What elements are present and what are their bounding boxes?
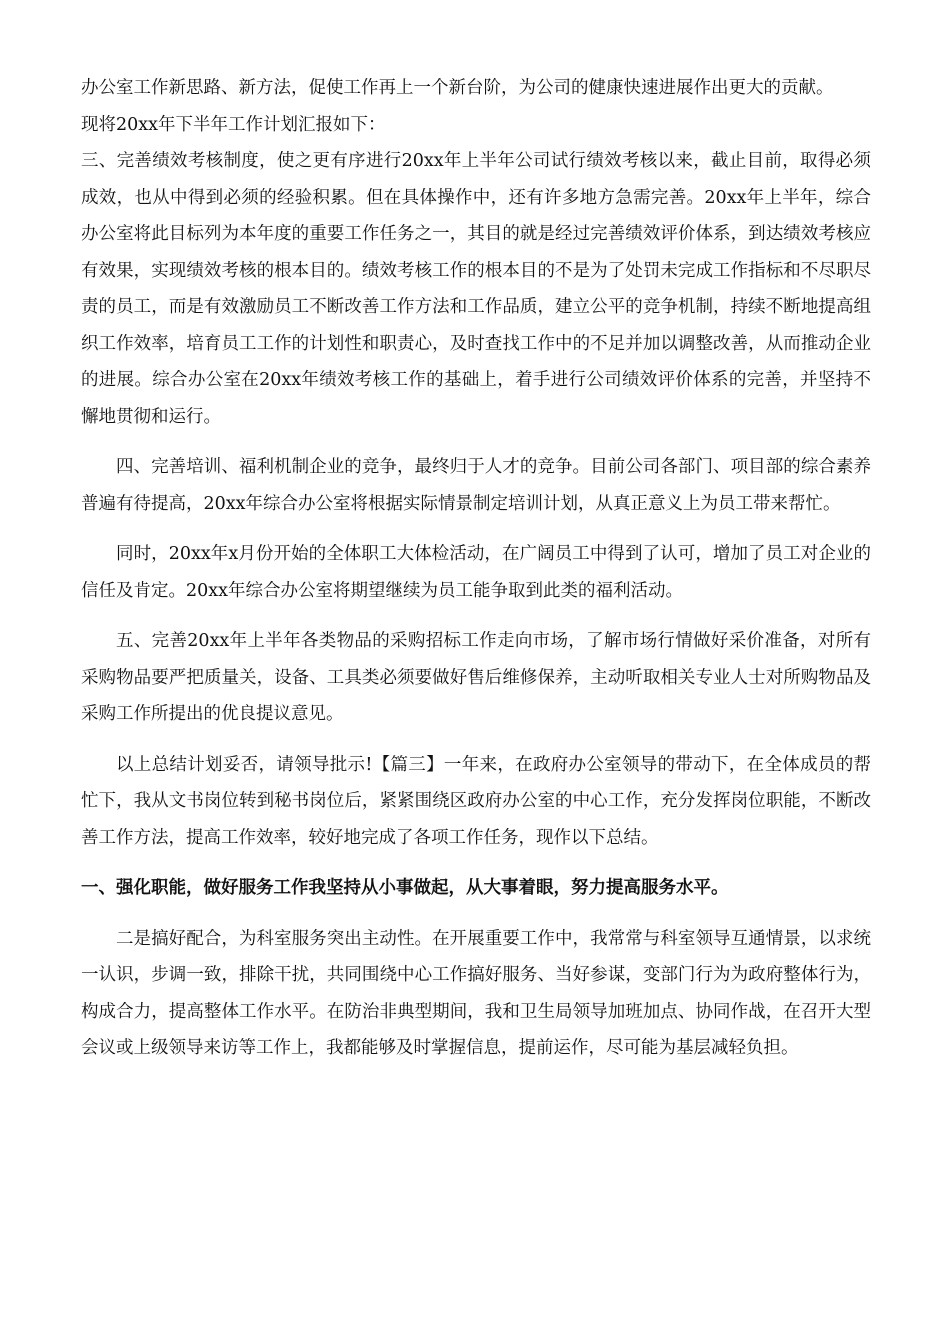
paragraph-section-3: 三、完善绩效考核制度，使之更有序进行20xx年上半年公司试行绩效考核以来，截止目前，取得必须成效，也从中得到必须的经验积累。但在具体操作中，还有许多地方急需完善。20xx年上半年，综合办公室将此目标列为本年度的重要工作任务之一，其目的就是经过完善绩效评价体系，到达绩效考核应有效果，实现绩效考核的根本目的。绩效考核工作的根本目的不是为了处罚未完成工作指标和不尽职尽责的员工，而是有效激励员工不断改善工作方法和工作品质，建立公平的竞争机制，持续不断地提高组织工作效率，培育员工工作的计划性和职责心，及时查找工作中的不足并加以调整改善，从而推动企业的进展。综合办公室在20xx年绩效考核工作的基础上，着手进行公司绩效评价体系的完善，并坚持不懈地贯彻和运行。 xyxy=(81,151,871,427)
paragraph-section-5: 五、完善20xx年上半年各类物品的采购招标工作走向市场，了解市场行情做好采价准备，对所有采购物品要严把质量关，设备、工具类必须要做好售后维修保养，主动听取相关专业人士对所购物品及采购工作所提出的优良提议意见。 xyxy=(81,631,871,724)
paragraph-health-check: 同时，20xx年x月份开始的全体职工大体检活动，在广阔员工中得到了认可，增加了员工对企业的信任及肯定。20xx年综合办公室将期望继续为员工能争取到此类的福利活动。 xyxy=(81,544,871,601)
paragraph-cooperation: 二是搞好配合，为科室服务突出主动性。在开展重要工作中，我常常与科室领导互通情景，以求统一认识，步调一致，排除干扰，共同围绕中心工作搞好服务、当好参谋，变部门行为为政府整体行为，构成合力，提高整体工作水平。在防治非典型期间，我和卫生局领导加班加点、协同作战，在召开大型会议或上级领导来访等工作上，我都能够及时掌握信息，提前运作，尽可能为基层减轻负担。 xyxy=(81,928,871,1058)
section-heading-1: 一、强化职能，做好服务工作我坚持从小事做起，从大事着眼，努力提高服务水平。 xyxy=(81,878,729,898)
paragraph-summary: 以上总结计划妥否，请领导批示!【篇三】一年来，在政府办公室领导的带动下，在全体成员的帮忙下，我从文书岗位转到秘书岗位后，紧紧围绕区政府办公室的中心工作，充分发挥岗位职能，不断改善工作方法，提高工作效率，较好地完成了各项工作任务，现作以下总结。 xyxy=(81,754,871,848)
paragraph-section-4: 四、完善培训、福利机制企业的竞争，最终归于人才的竞争。目前公司各部门、项目部的综合素养普遍有待提高，20xx年综合办公室将根据实际情景制定培训计划，从真正意义上为员工带来帮忙。 xyxy=(81,457,871,514)
paragraph-2: 现将20xx年下半年工作计划汇报如下： xyxy=(81,114,386,135)
document-body xyxy=(81,70,871,1067)
paragraph-1: 办公室工作新思路、新方法，促使工作再上一个新台阶，为公司的健康快速进展作出更大的贡献。 xyxy=(81,78,834,98)
